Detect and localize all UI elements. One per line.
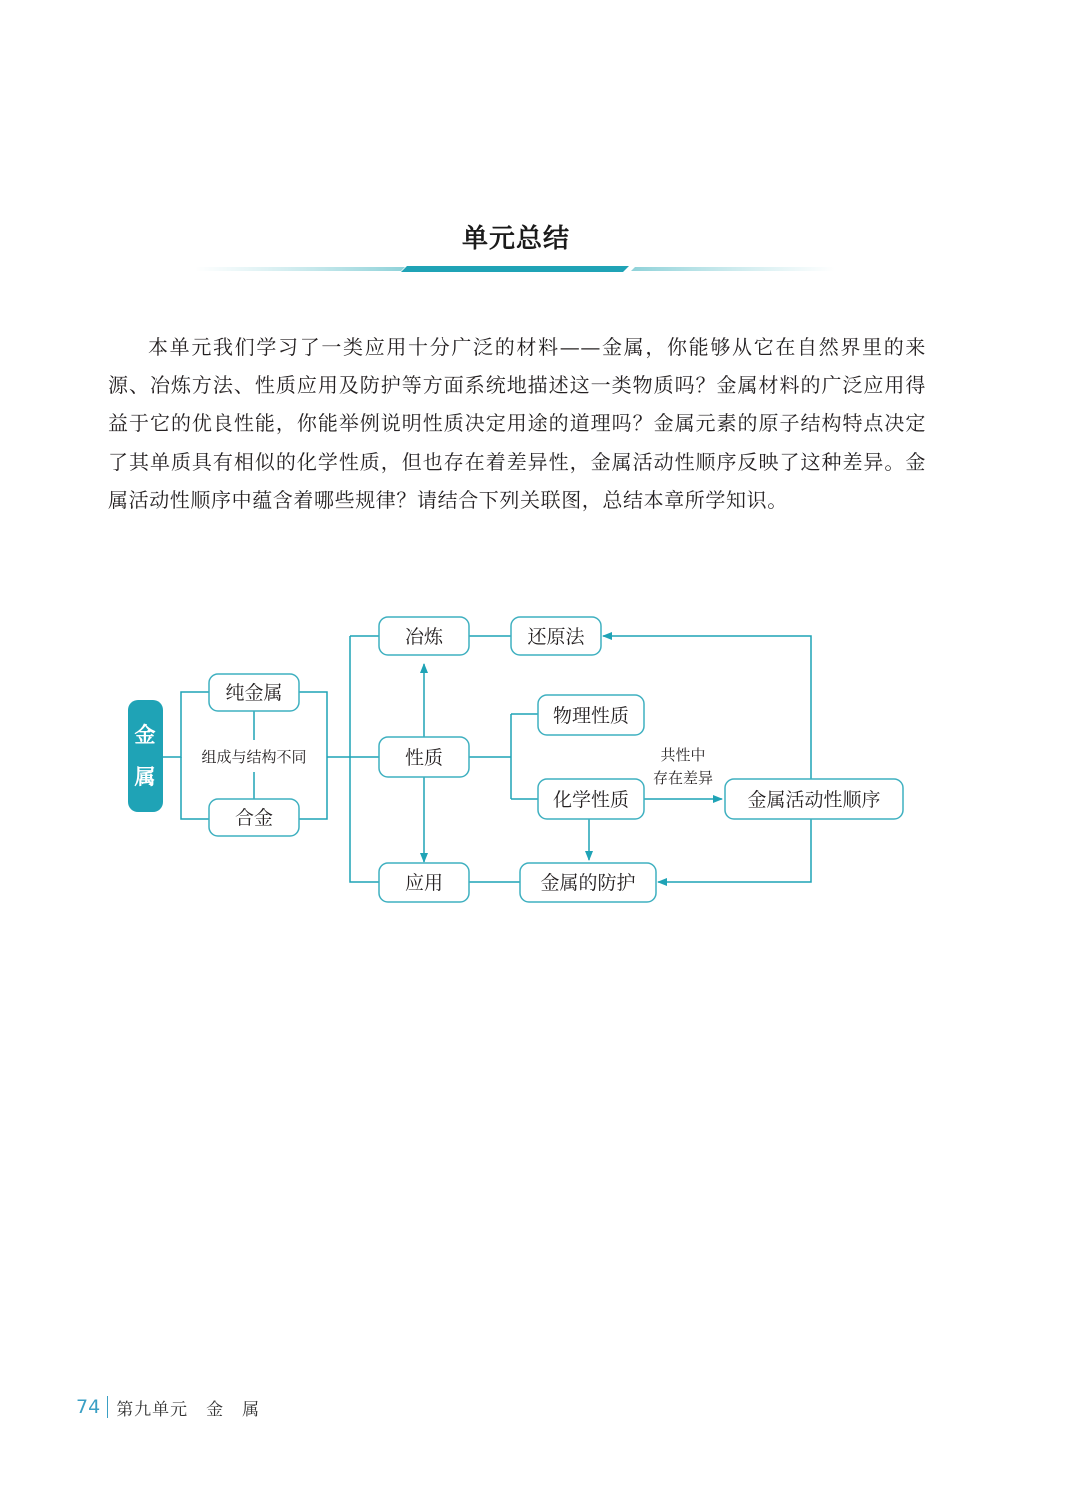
node-reduction: 还原法 <box>527 626 585 648</box>
root-label-line1: 金 <box>134 723 156 747</box>
node-pure-metal: 纯金属 <box>225 682 283 704</box>
page-footer <box>76 1394 260 1420</box>
node-smelting: 冶炼 <box>404 626 444 648</box>
node-protection: 金属的防护 <box>540 872 636 894</box>
node-physical: 物理性质 <box>552 705 630 727</box>
connector-bracket-application <box>350 636 379 882</box>
node-chemical: 化学性质 <box>552 789 630 811</box>
title-decorative-rule <box>195 262 835 274</box>
node-alloy: 合金 <box>234 807 274 829</box>
page-title: 单元总结 <box>461 224 570 254</box>
node-properties: 性质 <box>404 747 444 769</box>
unit-title: 第九单元 金 属 <box>116 1399 261 1420</box>
root-node-metal <box>128 700 163 812</box>
node-application: 应用 <box>404 872 444 894</box>
label-composition-structure: 组成与结构不同 <box>201 748 307 766</box>
root-label-line2: 属 <box>134 765 156 789</box>
arrow-activity-to-protection <box>658 819 811 882</box>
intro-paragraph: 本单元我们学习了一类应用十分广泛的材料——金属，你能够从它在自然界里的来源、冶炼方法、性质应用及防护等方面系统地描述这一类物质吗？金属材料的广泛应用得益于它的优良性能，你能举例说明性质决定用途的道理吗？金属元素的原子结构特点决定了其单质具有相似的化学性质，但也存在着差异性，金属活动性顺序反映了这种差异。金属活动性顺序中蕴含着哪些规律？请结合下列关联图，总结本章所学知识。 <box>108 335 926 512</box>
footer-separator <box>107 1396 108 1418</box>
concept-map <box>0 600 1065 920</box>
node-activity-series: 金属活动性顺序 <box>747 789 881 811</box>
page-number: 74 <box>76 1396 101 1418</box>
connector-root-alloy <box>181 757 209 819</box>
label-commonality-line1: 共性中 <box>660 746 706 764</box>
label-commonality-line2: 存在差异 <box>652 769 714 787</box>
